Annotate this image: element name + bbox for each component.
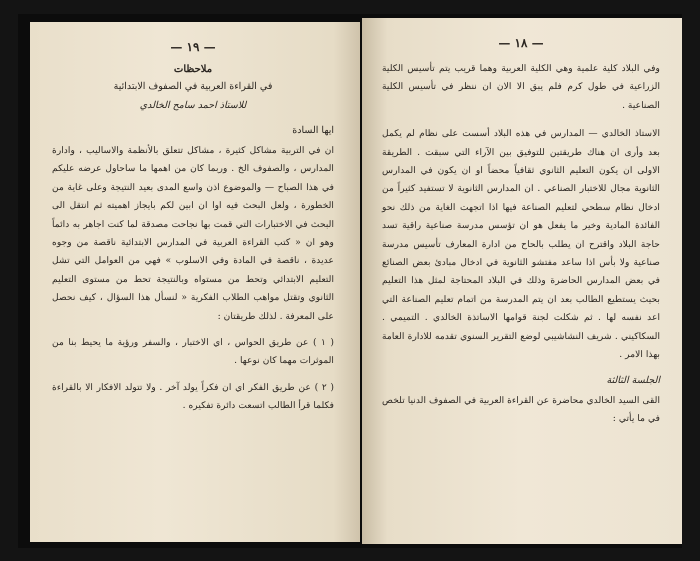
paragraph: ( ٢ ) عن طريق الفكر اي ان فكراً يولد آخر . ولا تتولد الافكار الا بالقراءة فكلما قرأ الطالب اتسعت دائرة تفكيره . (52, 381, 335, 412)
section-title: الجلسة الثالثة (606, 374, 660, 386)
right-page (362, 18, 682, 544)
paragraph: الاستاذ الخالدي — المدارس في هذه البلاد أسست على نظام لم يكمل بعد وأرى ان هناك طريقتين للتوفيق بين الآراء التي سبقت . الطريقة الاولى ان يكون التعليم الثانوي ثقافياً محضاً او ان يكون في المدارس الثانوية مجال للاختبار الصناعي . ان المدارس الثانوية لا تستفيد كثيراً من ادخال نظام سطحي لتعليم الصناعة فيها اذا اتجهت الغاية من ذلك نحو الفائدة المادية وخير ما يفعل هو ان تؤسس مدرسة صناعية راقية تسد حاجة البلاد واقترح ان يطلب بالحاح من ادارة المعارف تأسيس مدرسة صناعية ولا بأس اذا ساعد مفتشو الثانوية في ادخال مبادئ بعض الصنائع في بعض المدارس الحاضرة وذلك في البلاد المحتاجة لمثل هذا التعليم بحيث يستطيع الطالب بعد ان يتم المدرسة من اتمام تعليم الصناعة التي اعد نفسه لها . ثم شكلت لجنة قوامها الاساتذة الخالدي . التميمي . السكاكيني . شريف النشاشيبي لوضع التقرير السنوي تقدمه للادارة العامة بهذا الامر . (382, 128, 660, 361)
paragraph: ( ١ ) عن طريق الحواس ، اي الاختبار ، والسفر ورؤية ما يحيط بنا من الموثرات مهما كان نوعها . (52, 337, 334, 367)
paragraph: وفي البلاد كلية علمية وهي الكلية العربية وهما قريب يتم تأسيس الكلية الزراعية في طول كرم فلم يبق الا الان ان ننظر في تأسيس الكلية الصناعية . (382, 63, 660, 111)
article-author: للاستاذ احمد سامح الخالدي (139, 100, 247, 111)
page-number: — ١٩ — (170, 40, 216, 54)
article-title: ملاحظات (173, 64, 213, 75)
book-spread (18, 14, 682, 548)
paragraph: ان في التربية مشاكل كثيرة ، مشاكل تتعلق بالأنظمة والاساليب ، وادارة المدارس ، والصفوف الخ . وربما كان من اهمها ما ساحاول عرضه عليكم في هذا الصباح — والموضوع اذن واسع المدى بعيد النتيجة وعلى غاية من الخطورة ، ولعل البحث فيه اوا ان ابين لكم بايجاز اهميته ثم انتقل الى البحث في الاختبارات التي قمت بها نجاحت مصدقة لما كنت اجاهر به دائماً وهو ان « كتب القراءة العربية في المدارس الابتدائية ناقصة من وجوه عديدة ، ناقصة في المادة وفي الاسلوب » فهي من العوامل التي تشل التعليم الابتدائي وتحط من مستواه وبالنتيجة تحط من مستوى التعليم الثانوي وتقتل مواهب الطلاب الفكرية « لنسأل هذا السؤال ، كيف نحصل على المعرفة . لذلك طريقتان : (52, 145, 334, 322)
article-subtitle: في القراءة العربية في الصفوف الابتدائية (113, 81, 273, 92)
greeting: ايها السادة (292, 125, 334, 136)
paragraph: القى السيد الخالدي محاضرة عن القراءة العربية في الصفوف الدنيا تلخص في ما يأتي : (382, 394, 660, 424)
page-number: — ١٨ — (498, 36, 544, 50)
left-page (30, 22, 360, 542)
